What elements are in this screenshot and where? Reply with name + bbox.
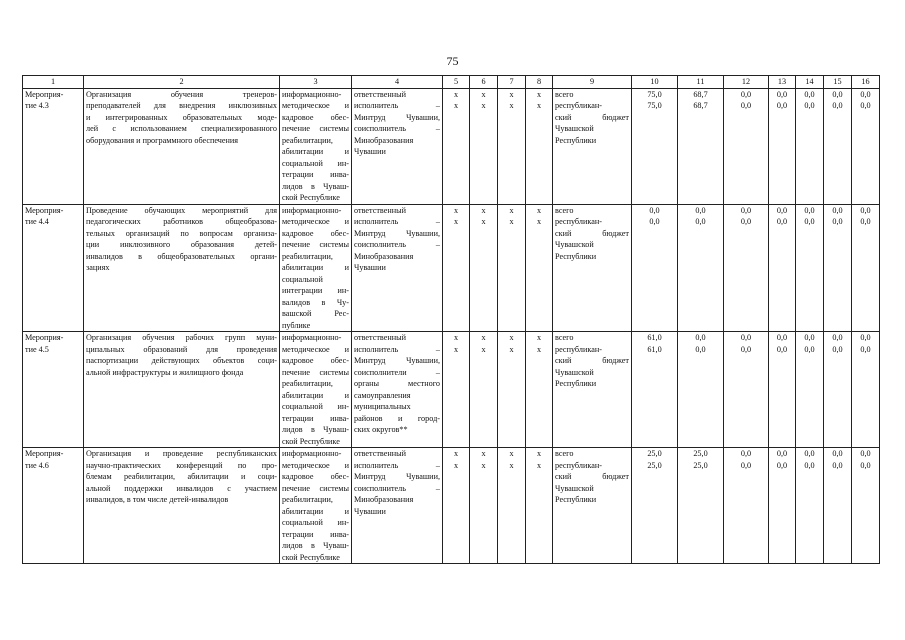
amount-value: 0,0 — [776, 205, 788, 215]
amount-value: 0,0 — [860, 449, 871, 458]
executors-cell — [352, 448, 443, 564]
text-line: Республики — [555, 135, 597, 145]
text-line: ответственный — [354, 89, 407, 99]
amount-cell — [724, 448, 769, 564]
amount-cell — [724, 88, 769, 204]
amount-value: 0,0 — [804, 344, 815, 354]
amount-cell — [796, 88, 824, 204]
amount-value: 0,0 — [740, 101, 752, 110]
header-row — [23, 76, 880, 89]
text-line: Мероприя- — [25, 205, 64, 215]
executors-cell — [352, 332, 443, 448]
column-number: 7 — [498, 76, 526, 89]
text-line: альной поддержки инвалидов с участием — [86, 483, 277, 493]
amount-value: 0,0 — [804, 333, 815, 342]
column-number: 16 — [852, 76, 880, 89]
activity-name-cell — [84, 88, 280, 204]
text-line: лей с использованием специализированного — [86, 124, 277, 133]
funding-source-cell — [553, 332, 632, 448]
text-line: Мероприя- — [25, 449, 64, 458]
text-line: республикан- — [555, 460, 602, 470]
text-line: республикан- — [555, 344, 602, 354]
amount-value: 0,0 — [832, 460, 843, 470]
amount-value: 25,0 — [647, 449, 662, 458]
text-line: зациях — [86, 263, 110, 272]
amount-cell — [632, 204, 678, 332]
amount-value: 0,0 — [832, 205, 843, 215]
table-row — [23, 204, 880, 332]
text-line: соисполнители – — [354, 367, 440, 377]
text-line: печение системы — [282, 240, 349, 249]
text-line: вашской Рес- — [282, 309, 349, 318]
text-line: печение системы — [282, 367, 349, 377]
amount-value: 0,0 — [860, 89, 871, 99]
text-line: тие 4.3 — [25, 101, 49, 110]
column-number: 13 — [769, 76, 796, 89]
mark-value: x — [509, 205, 514, 215]
table-row — [23, 448, 880, 564]
mark-cell — [470, 88, 498, 204]
activity-id-cell — [23, 88, 84, 204]
mark-cell — [443, 88, 470, 204]
mark-cell — [526, 448, 553, 564]
text-line: республикан- — [555, 217, 602, 226]
text-line: исполнитель – — [354, 344, 440, 354]
amount-value: 0,0 — [860, 101, 871, 110]
mark-value: x — [536, 460, 542, 470]
amount-value: 0,0 — [860, 205, 871, 215]
text-line: инвалидов в общеобразовательных органи- — [86, 251, 277, 261]
text-line: информационно- — [282, 333, 342, 342]
text-line: ской Республике — [282, 552, 340, 562]
activity-id-cell — [23, 448, 84, 564]
text-line: социальной — [282, 274, 323, 284]
mark-value: x — [536, 89, 542, 99]
amount-cell — [824, 88, 852, 204]
amount-value: 25,0 — [693, 449, 708, 458]
text-line: Чувашской — [555, 124, 594, 133]
text-line: кадровое обес- — [282, 112, 349, 122]
text-line: Организация и проведение республиканских — [86, 449, 277, 458]
text-line: соисполнитель – — [354, 240, 440, 249]
text-line: абилитации и — [282, 147, 349, 156]
mark-cell — [443, 448, 470, 564]
text-line: лидов в Чуваш- — [282, 425, 349, 434]
mark-cell — [470, 332, 498, 448]
text-line: ский бюджет — [555, 112, 629, 122]
text-line: социальной ин- — [282, 158, 349, 168]
text-line: ский бюджет — [555, 472, 629, 481]
text-line: ский бюджет — [555, 356, 629, 365]
activity-id-cell — [23, 204, 84, 332]
amount-value: 0,0 — [695, 205, 706, 215]
column-number: 6 — [470, 76, 498, 89]
source-total: всего — [555, 205, 574, 215]
text-line: ответственный — [354, 205, 407, 215]
amount-value: 0,0 — [804, 449, 815, 458]
amount-cell — [824, 204, 852, 332]
table-row — [23, 332, 880, 448]
amount-value: 0,0 — [832, 101, 843, 110]
text-line: инвалидов, в том числе детей-инвалидов — [86, 495, 229, 504]
text-line: Минтруд Чувашии, — [354, 228, 440, 238]
mark-value: x — [536, 449, 542, 458]
mark-value: x — [481, 460, 486, 470]
amount-cell — [824, 332, 852, 448]
text-line: Чувашской — [555, 483, 594, 493]
text-line: реабилитации, — [282, 379, 333, 388]
amount-cell — [769, 88, 796, 204]
funding-source-cell — [553, 88, 632, 204]
text-line: ских округов** — [354, 425, 408, 434]
text-line: ответственный — [354, 449, 407, 458]
text-line: блемам реабилитации, абилитации и соци- — [86, 472, 277, 481]
amount-cell — [724, 332, 769, 448]
mark-value: x — [509, 217, 514, 226]
activity-id-cell — [23, 332, 84, 448]
column-number: 14 — [796, 76, 824, 89]
amount-cell — [852, 88, 880, 204]
amount-cell — [632, 88, 678, 204]
mark-cell — [443, 204, 470, 332]
text-line: Минобразования — [354, 135, 414, 145]
amount-cell — [769, 332, 796, 448]
mark-value: x — [509, 460, 514, 470]
goal-cell — [280, 204, 352, 332]
amount-value: 0,0 — [832, 217, 843, 226]
mark-value: x — [509, 344, 514, 354]
amount-value: 25,0 — [647, 460, 662, 470]
mark-cell — [443, 332, 470, 448]
amount-value: 0,0 — [695, 344, 706, 354]
text-line: Республики — [555, 251, 597, 261]
column-number: 1 — [23, 76, 84, 89]
text-line: Минтруд Чувашии, — [354, 472, 440, 481]
amount-value: 0,0 — [804, 217, 815, 226]
mark-cell — [498, 448, 526, 564]
amount-value: 0,0 — [649, 205, 660, 215]
text-line: абилитации и — [282, 263, 349, 272]
mark-value: x — [481, 333, 486, 342]
amount-value: 0,0 — [740, 205, 752, 215]
text-line: ской Республике — [282, 193, 340, 202]
text-line: тие 4.6 — [25, 460, 49, 470]
text-line: Республики — [555, 495, 597, 504]
amount-cell — [678, 88, 724, 204]
text-line: информационно- — [282, 449, 342, 458]
amount-cell — [724, 204, 769, 332]
amount-value: 0,0 — [832, 333, 843, 342]
amount-cell — [824, 448, 852, 564]
amount-value: 75,0 — [647, 101, 662, 110]
mark-value: x — [509, 449, 514, 458]
text-line: Минобразования — [354, 251, 414, 261]
amount-cell — [796, 448, 824, 564]
text-line: лидов в Чуваш- — [282, 541, 349, 550]
text-line: муниципальных — [354, 402, 411, 411]
text-line: педагогических работников общеобразова- — [86, 217, 277, 226]
text-line: абилитации и — [282, 506, 349, 516]
activity-name-cell — [84, 332, 280, 448]
executors-cell — [352, 88, 443, 204]
text-line: Мероприя- — [25, 89, 64, 99]
amount-value: 61,0 — [647, 333, 662, 342]
text-line: Проведение обучающих мероприятий для — [86, 205, 277, 215]
text-line: Мероприя- — [25, 333, 64, 342]
mark-value: x — [536, 101, 542, 110]
mark-value: x — [536, 344, 542, 354]
mark-value: x — [481, 89, 486, 99]
text-line: органы местного — [354, 379, 440, 388]
amount-value: 0,0 — [740, 449, 752, 458]
mark-value: x — [453, 460, 459, 470]
mark-cell — [526, 332, 553, 448]
amount-value: 0,0 — [740, 344, 752, 354]
mark-value: x — [481, 344, 486, 354]
text-line: и интегрированных образовательных моде- — [86, 112, 277, 122]
amount-value: 0,0 — [860, 460, 871, 470]
amount-value: 0,0 — [740, 89, 752, 99]
page-number: 75 — [446, 54, 459, 68]
amount-value: 0,0 — [804, 101, 815, 110]
column-number: 10 — [632, 76, 678, 89]
table-row — [23, 88, 880, 204]
text-line: Организация обучения рабочих групп муни- — [86, 333, 277, 342]
text-line: реабилитации, — [282, 495, 333, 504]
text-line: соисполнитель – — [354, 483, 440, 493]
text-line: Минтруд Чувашии, — [354, 112, 440, 122]
text-line: Чувашии — [354, 506, 386, 516]
text-line: исполнитель – — [354, 101, 440, 110]
text-line: Организация обучения тренеров- — [86, 89, 277, 99]
text-line: теграции инва- — [282, 529, 349, 539]
text-line: лидов в Чуваш- — [282, 181, 349, 191]
funding-source-cell — [553, 448, 632, 564]
column-number: 3 — [280, 76, 352, 89]
amount-value: 68,7 — [693, 89, 708, 99]
mark-cell — [470, 448, 498, 564]
amount-cell — [678, 204, 724, 332]
amount-value: 0,0 — [740, 460, 752, 470]
column-number: 4 — [352, 76, 443, 89]
text-line: оборудования и программного обеспечения — [86, 135, 239, 145]
amount-value: 68,7 — [693, 101, 708, 110]
amount-value: 0,0 — [832, 344, 843, 354]
text-line: реабилитации, — [282, 251, 333, 261]
text-line: печение системы — [282, 483, 349, 493]
amount-value: 61,0 — [647, 344, 662, 354]
mark-value: x — [509, 101, 514, 110]
text-line: методическое и — [282, 460, 349, 470]
text-line: ской Республике — [282, 436, 340, 446]
text-line: теграции инва- — [282, 170, 349, 179]
mark-cell — [498, 332, 526, 448]
amount-cell — [769, 204, 796, 332]
amount-value: 0,0 — [740, 217, 752, 226]
mark-value: x — [536, 217, 542, 226]
text-line: преподавателей для внедрения инклюзивных — [86, 101, 277, 110]
amount-value: 0,0 — [695, 217, 706, 226]
text-line: кадровое обес- — [282, 472, 349, 481]
amount-value: 0,0 — [776, 217, 788, 226]
amount-value: 0,0 — [776, 89, 788, 99]
amount-cell — [852, 204, 880, 332]
mark-value: x — [453, 89, 459, 99]
amount-value: 0,0 — [776, 101, 788, 110]
text-line: Республики — [555, 379, 597, 388]
column-number: 12 — [724, 76, 769, 89]
text-line: Минобразования — [354, 495, 414, 504]
text-line: соисполнитель – — [354, 124, 440, 133]
mark-value: x — [453, 205, 459, 215]
text-line: методическое и — [282, 101, 349, 110]
mark-value: x — [509, 89, 514, 99]
activity-name-cell — [84, 204, 280, 332]
amount-value: 0,0 — [776, 333, 788, 342]
text-line: методическое и — [282, 217, 349, 226]
text-line: исполнитель – — [354, 460, 440, 470]
text-line: печение системы — [282, 124, 349, 133]
executors-cell — [352, 204, 443, 332]
mark-value: x — [536, 333, 542, 342]
text-line: альной инфраструктуры и жилищного фонда — [86, 367, 244, 377]
source-total: всего — [555, 89, 574, 99]
mark-value: x — [481, 205, 486, 215]
mark-value: x — [453, 101, 459, 110]
mark-cell — [498, 88, 526, 204]
text-line: валидов в Чу- — [282, 297, 349, 307]
mark-value: x — [481, 449, 486, 458]
amount-value: 0,0 — [776, 449, 788, 458]
text-line: тие 4.4 — [25, 217, 49, 226]
text-line: кадровое обес- — [282, 228, 349, 238]
text-line: публике — [282, 320, 311, 330]
mark-value: x — [536, 205, 542, 215]
source-total: всего — [555, 449, 574, 458]
amount-value: 0,0 — [804, 460, 815, 470]
amount-value: 0,0 — [832, 449, 843, 458]
text-line: Минтруд Чувашии, — [354, 356, 440, 365]
mark-value: x — [481, 217, 486, 226]
mark-value: x — [453, 449, 459, 458]
column-number: 9 — [553, 76, 632, 89]
amount-value: 0,0 — [832, 89, 843, 99]
text-line: научно-практических конференций по про- — [86, 460, 277, 470]
text-line: республикан- — [555, 101, 602, 110]
text-line: тие 4.5 — [25, 344, 49, 354]
mark-cell — [526, 204, 553, 332]
column-number: 15 — [824, 76, 852, 89]
activity-name-cell — [84, 448, 280, 564]
funding-source-cell — [553, 204, 632, 332]
text-line: интеграции ин- — [282, 286, 349, 295]
amount-value: 0,0 — [804, 205, 815, 215]
text-line: Чувашии — [354, 147, 386, 156]
mark-cell — [498, 204, 526, 332]
text-line: Чувашской — [555, 240, 594, 249]
amount-value: 0,0 — [860, 344, 871, 354]
mark-cell — [470, 204, 498, 332]
text-line: районов и город- — [354, 413, 440, 423]
goal-cell — [280, 448, 352, 564]
text-line: самоуправления — [354, 390, 411, 400]
amount-cell — [769, 448, 796, 564]
amount-cell — [632, 332, 678, 448]
amount-cell — [852, 332, 880, 448]
mark-value: x — [453, 344, 459, 354]
amount-value: 0,0 — [860, 217, 871, 226]
goal-cell — [280, 332, 352, 448]
amount-value: 0,0 — [776, 344, 788, 354]
text-line: информационно- — [282, 89, 342, 99]
column-number: 5 — [443, 76, 470, 89]
text-line: социальной ин- — [282, 518, 349, 527]
amount-cell — [678, 332, 724, 448]
text-line: ции инклюзивного образования детей- — [86, 240, 277, 249]
text-line: Чувашской — [555, 367, 594, 377]
amount-cell — [796, 204, 824, 332]
goal-cell — [280, 88, 352, 204]
amount-cell — [632, 448, 678, 564]
amount-cell — [852, 448, 880, 564]
mark-value: x — [509, 333, 514, 342]
text-line: абилитации и — [282, 390, 349, 400]
text-line: ципальных образований для проведения — [86, 344, 277, 354]
text-line: информационно- — [282, 205, 342, 215]
amount-value: 0,0 — [695, 333, 706, 342]
column-number: 2 — [84, 76, 280, 89]
amount-value: 75,0 — [647, 89, 662, 99]
text-line: исполнитель – — [354, 217, 440, 226]
text-line: тельных организаций по вопросам организа- — [86, 228, 277, 238]
amount-value: 0,0 — [860, 333, 871, 342]
text-line: Чувашии — [354, 263, 386, 272]
program-table — [22, 75, 880, 564]
text-line: ответственный — [354, 333, 407, 342]
text-line: паспортизации действующих объектов соци- — [86, 356, 277, 365]
text-line: ский бюджет — [555, 228, 629, 238]
amount-value: 0,0 — [740, 333, 752, 342]
column-number: 11 — [678, 76, 724, 89]
column-number: 8 — [526, 76, 553, 89]
mark-value: x — [453, 333, 459, 342]
amount-value: 0,0 — [804, 89, 815, 99]
text-line: теграции инва- — [282, 413, 349, 423]
amount-value: 0,0 — [649, 217, 660, 226]
amount-value: 25,0 — [693, 460, 708, 470]
mark-value: x — [453, 217, 459, 226]
text-line: социальной ин- — [282, 402, 349, 411]
amount-cell — [796, 332, 824, 448]
text-line: кадровое обес- — [282, 356, 349, 365]
amount-cell — [678, 448, 724, 564]
mark-cell — [526, 88, 553, 204]
amount-value: 0,0 — [776, 460, 788, 470]
source-total: всего — [555, 333, 574, 342]
text-line: методическое и — [282, 344, 349, 354]
text-line: реабилитации, — [282, 135, 333, 145]
mark-value: x — [481, 101, 486, 110]
